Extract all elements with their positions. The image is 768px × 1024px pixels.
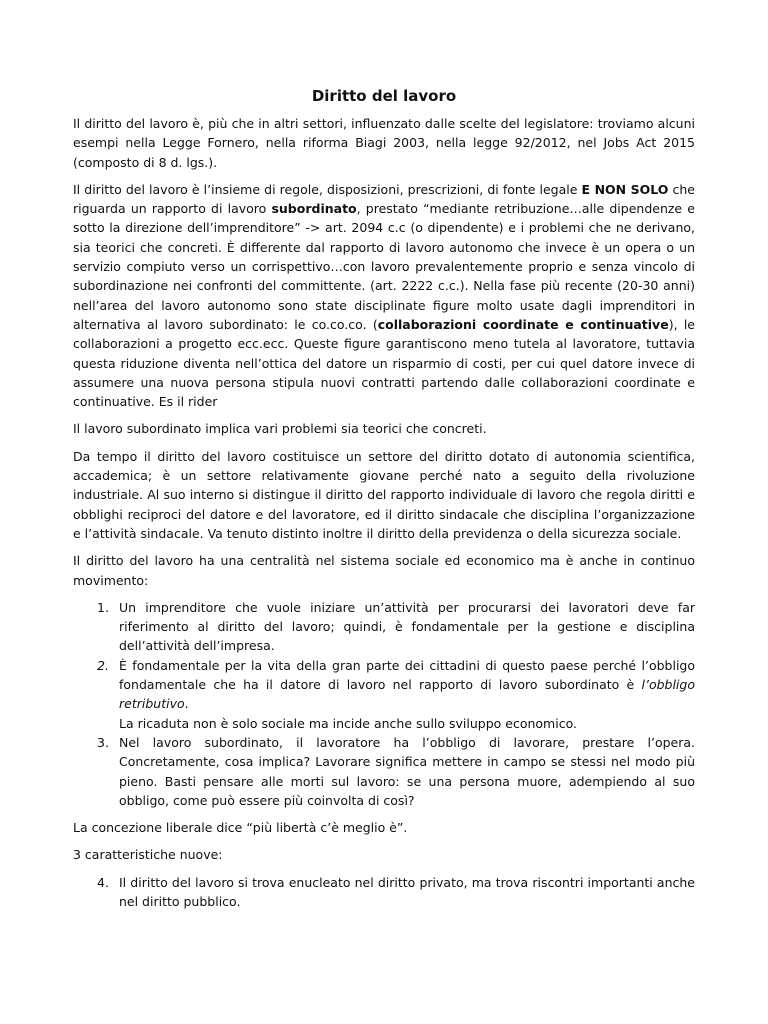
paragraph-centrality: Il diritto del lavoro ha una centralità nel sistema sociale ed economico ma è anche in continuo movimento: (73, 553, 695, 588)
list-item (73, 656, 695, 733)
list-number: 2. (97, 657, 109, 673)
list-item-text: Nel lavoro subordinato, il lavoratore ha l’obbligo di lavorare, prestare l’opera. Concretamente, cosa implica? Lavorare significa mettere in campo se stessi nel modo più pieno. Basti pensare alle morti sul lavoro: se una persona muore, adempiendo al suo obbligo, come può essere più coinvolta di così? (119, 734, 695, 808)
list-item-text: . (184, 696, 189, 712)
list-number: 4. (97, 874, 109, 890)
text-run: Il diritto del lavoro è l’insieme di regole, disposizioni, prescrizioni, di fonte legale (73, 181, 582, 197)
numbered-list (73, 598, 695, 810)
list-number: 3. (97, 734, 109, 750)
numbered-list (73, 873, 695, 912)
list-item (73, 873, 695, 912)
paragraph-autonomy: Da tempo il diritto del lavoro costituisce un settore del diritto dotato di autonomia scientifica, accademica; è un settore relativamente giovane perché nato a seguito della rivoluzione industriale. Al suo interno si distingue il diritto del rapporto individuale di lavoro che regola diritti e obblighi reciproci del datore e del lavoratore, ed il diritto sindacale che disciplina l’organizzazione e l’attività sindacale. Va tenuto distinto inoltre il diritto della previdenza o della sicurezza sociale. (73, 448, 695, 541)
list-item (73, 733, 695, 810)
text-run: ), le collaborazioni a progetto ecc.ecc. Queste figure garantiscono meno tutela al lavoratore, tuttavia questa riduzione diventa nell’ottica del datore un risparmio di costi, per cui quel datore invece di assumere una nuova persona stipula nuovi contratti partendo dalle collaborazioni coordinate e continuative. Es il rider (73, 316, 695, 410)
list-item-text: Il diritto del lavoro si trova enucleato nel diritto privato, ma trova riscontri importanti anche nel diritto pubblico. (119, 874, 695, 909)
list-item-text: Un imprenditore che vuole iniziare un’attività per procurarsi dei lavoratori deve far riferimento al diritto del lavoro; quindi, è fondamentale per la gestione e disciplina dell’attività dell’impresa. (119, 599, 695, 654)
bold-run: collaborazioni coordinate e continuative (377, 316, 669, 332)
page-title: Diritto del lavoro (311, 87, 457, 105)
list-item (73, 598, 695, 656)
list-item-text: È fondamentale per la vita della gran parte dei cittadini di questo paese perché l’obbligo fondamentale che ha il datore di lavoro nel rapporto di lavoro subordinato è (119, 657, 695, 693)
paragraph-intro: Il diritto del lavoro è, più che in altri settori, influenzato dalle scelte del legislatore: troviamo alcuni esempi nella Legge Fornero, nella riforma Biagi 2003, nella legge 92/2012, nel Jobs Act 2015 (composto di 8 d. lgs.). (73, 116, 695, 170)
italic-run: l’obbligo retributivo (119, 677, 695, 712)
list-item-text: La ricaduta non è solo sociale ma incide anche sullo sviluppo economico. (119, 715, 577, 731)
list-number: 1. (97, 599, 109, 615)
paragraph-characteristics: 3 caratteristiche nuove: (73, 847, 223, 863)
bold-run: E NON SOLO (581, 181, 669, 197)
text-run: che riguarda un rapporto di lavoro (73, 181, 695, 217)
paragraph-liberal: La concezione liberale dice “più libertà c’è meglio è”. (73, 820, 408, 836)
paragraph-definition (73, 180, 695, 412)
text-run: , prestato “mediante retribuzione…alle dipendenze e sotto la direzione dell’imprenditore” -> art. 2094 c.c (o dipendente) e i problemi che ne derivano, sia teorici che concreti. È differente dal rapporto di lavoro autonomo che invece è un opera o un servizio compiuto verso un corrispettivo…con lavoro prevalentemente proprio e senza vincolo di subordinazione nei confronti del committente. (art. 2222 c.c.). Nella fase più recente (20-30 anni) nell’area del lavoro autonomo sono state disciplinate figure molto usate dagli imprenditori in alternativa al lavoro subordinato: le co.co.co. ( (73, 201, 695, 332)
paragraph-problems: Il lavoro subordinato implica vari problemi sia teorici che concreti. (73, 421, 487, 437)
bold-run: subordinato (271, 201, 357, 217)
